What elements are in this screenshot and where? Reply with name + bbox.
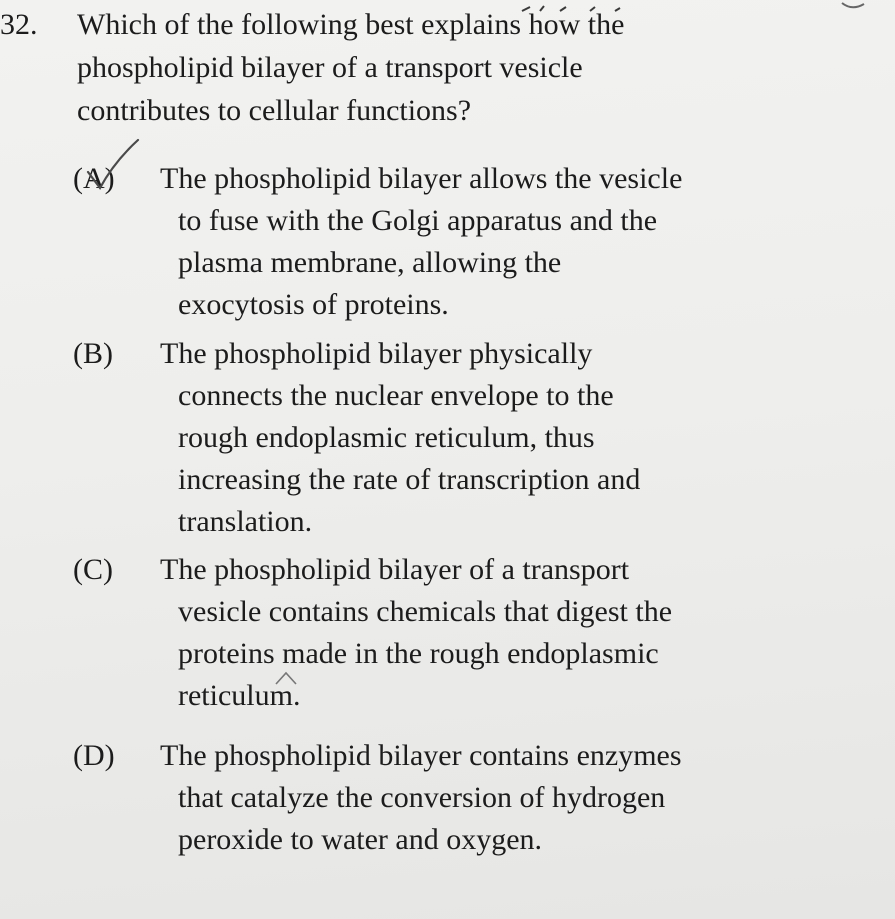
corner-pencil-mark xyxy=(838,0,868,12)
option-letter-b: (B) xyxy=(73,337,113,370)
option-d-line-1: The phospholipid bilayer contains enzymes xyxy=(160,739,682,772)
option-a-line-4: exocytosis of proteins. xyxy=(178,288,449,321)
option-c-line-4: reticulum. xyxy=(178,679,301,712)
option-c-line-2: vesicle contains chemicals that digest the xyxy=(178,595,673,628)
option-c-line-1: The phospholipid bilayer of a transport xyxy=(160,553,630,586)
question-number: 32. xyxy=(0,8,38,41)
question-text-line-3: contributes to cellular functions? xyxy=(77,94,472,127)
option-a-line-1: The phospholipid bilayer allows the vesicle xyxy=(160,162,683,195)
option-b-line-3: rough endoplasmic reticulum, thus xyxy=(178,421,595,454)
check-mark-icon xyxy=(80,132,170,202)
option-b-line-5: translation. xyxy=(178,505,313,538)
option-letter-a: (A) xyxy=(73,162,115,195)
option-a-line-2: to fuse with the Golgi apparatus and the xyxy=(178,204,658,237)
option-a-line-3: plasma membrane, allowing the xyxy=(178,246,562,279)
option-b-line-2: connects the nuclear envelope to the xyxy=(178,379,614,412)
option-b-line-1: The phospholipid bilayer physically xyxy=(160,337,593,370)
question-text-line-2: phospholipid bilayer of a transport vesicle xyxy=(77,51,583,84)
option-d-line-2: that catalyze the conversion of hydrogen xyxy=(178,781,666,814)
question-text-line-1: Which of the following best explains how the xyxy=(77,8,625,41)
option-b-line-4: increasing the rate of transcription and xyxy=(178,463,641,496)
option-d-line-3: peroxide to water and oxygen. xyxy=(178,823,543,856)
option-letter-c: (C) xyxy=(73,553,113,586)
option-c-line-3: proteins made in the rough endoplasmic xyxy=(178,637,659,670)
pencil-caret-mark xyxy=(272,668,302,688)
option-letter-d: (D) xyxy=(73,739,115,772)
